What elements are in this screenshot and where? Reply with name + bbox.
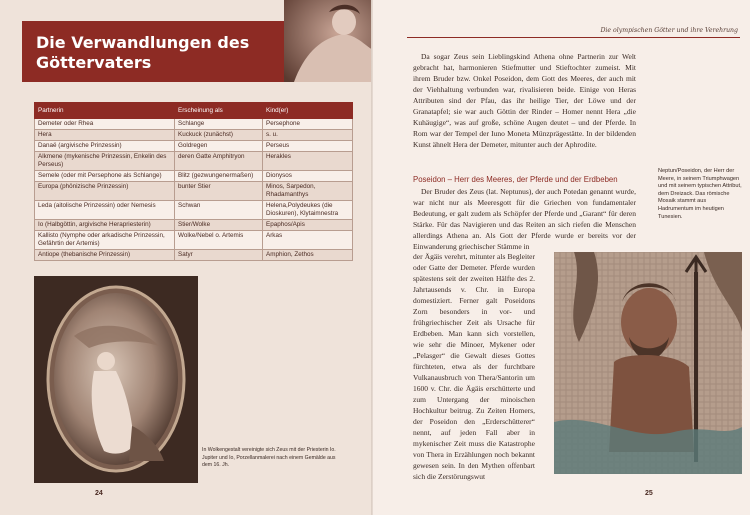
table-cell: Arkas: [263, 231, 353, 250]
table-header-cell: Partnerin: [35, 103, 175, 119]
table-cell: Helena,Polydeukes (die Dioskuren), Klytaimnestra: [263, 201, 353, 220]
table-cell: Europa (phönizische Prinzessin): [35, 182, 175, 201]
running-head-rule: [407, 37, 740, 38]
table-cell: Minos, Sarpedon, Rhadamanthys: [263, 182, 353, 201]
table-row: [35, 119, 353, 130]
table-cell: Antiope (thebanische Prinzessin): [35, 250, 175, 261]
table-row: [35, 152, 353, 171]
table-cell: Io (Halbgöttin, argivische Herapriesterin): [35, 220, 175, 231]
table-cell: Hera: [35, 130, 175, 141]
table-cell: Perseus: [263, 141, 353, 152]
page-title: Die Verwandlungen des Göttervaters: [36, 33, 250, 72]
left-page: [0, 0, 373, 515]
table-header-cell: Kind(er): [263, 103, 353, 119]
partner-table: [34, 102, 353, 261]
mosaic-image: [554, 252, 742, 474]
table-cell: Alkmene (mykenische Prinzessin, Enkelin des Perseus): [35, 152, 175, 171]
table-cell: Schlange: [175, 119, 263, 130]
table-cell: Goldregen: [175, 141, 263, 152]
painting-caption: In Wolkengestalt vereinigte sich Zeus mit der Priesterin Io. Jupiter und Io, Porzellanmalerei nach einem Gemälde aus dem 16. Jh.: [202, 447, 336, 469]
table-cell: Danaë (argivische Prinzessin): [35, 141, 175, 152]
table-cell: bunter Stier: [175, 182, 263, 201]
table-header-row: [35, 103, 353, 119]
poseidon-mosaic: [554, 252, 742, 474]
table-cell: Persephone: [263, 119, 353, 130]
paragraph-poseidon-wide: Der Bruder des Zeus (lat. Neptunus), der auch Potedan genannt wurde, war nicht nur als Meeresgott für die Griechen von fundamentaler Bedeutung, er galt zudem als Schöpfer der Pferde und „Garant“ für deren Stärke. Für das Navigieren und das Reiten an sich riefen die Menschen allerdings Athena an. Als Gott der Pferde wurde er bereits vor der Einwanderung griechischer Stämme in: [413, 187, 636, 251]
table-cell: Wolke/Nebel o. Artemis: [175, 231, 263, 250]
table-cell: Kallisto (Nymphe oder arkadische Prinzessin, Gefährtin der Artemis): [35, 231, 175, 250]
page-number-left: 24: [95, 490, 103, 497]
table-cell: s. u.: [263, 130, 353, 141]
table-row: [35, 130, 353, 141]
mosaic-caption: Neptun/Poseidon, der Herr der Meere, in seinem Triumphwagen und mit seinem typischen Attribut, dem Dreizack. Das römische Mosaik stammt aus Hadrumentum im heutigen Tunesien.: [658, 168, 742, 220]
table-cell: Demeter oder Rhea: [35, 119, 175, 130]
porcelain-painting: [34, 276, 198, 483]
table-cell: Epaphos/Apis: [263, 220, 353, 231]
header-photo-image: [284, 0, 373, 82]
table-cell: Kuckuck (zunächst): [175, 130, 263, 141]
table-cell: Satyr: [175, 250, 263, 261]
table-row: [35, 250, 353, 261]
table-cell: Stier/Wolke: [175, 220, 263, 231]
table-cell: Amphion, Zethos: [263, 250, 353, 261]
title-box: [22, 21, 284, 82]
table-cell: Leda (aitolische Prinzessin) oder Nemesis: [35, 201, 175, 220]
paragraph-poseidon-narrow: der Ägäis verehrt, mitunter als Begleiter oder Gatte der Demeter. Pferde wurden spätestens seit der zweiten Hälfte des 2. Jahrtausends v. Chr. in Europa domestiziert. Ferner galt Poseidons Zorn besonders in vor- und frühgriechischer Zeit als Ursache für Erdbeben. Man kann sich vorstellen, wie sehr die Minoer, Mykener oder „Pelasger“ die Gewalt dieses Gottes fürchteten, etwa als der furchtbare Vulkanausbruch von Thera/Santorin um 1600 v. Chr. die Ägäis erschütterte und zum Untergang der minoischen Hochkultur beitrug. Zu Zeiten Homers, der Poseidon den „Erderschütterer“ nennt, auf jeden Fall aber in mykenischer Zeit muss die Katastrophe von Thera in Erzählungen noch bekannt gewesen sein. In den Mythen offenbart sich die Zerstörungswut: [413, 252, 535, 481]
table-cell: deren Gatte Amphitryon: [175, 152, 263, 171]
header-photo: [284, 0, 373, 82]
running-head: Die olympischen Götter und ihre Verehrung: [600, 27, 738, 34]
table-cell: Blitz (gezwungenermaßen): [175, 171, 263, 182]
painting-image: [34, 276, 198, 483]
table-row: [35, 201, 353, 220]
table-cell: Semele (oder mit Persephone als Schlange): [35, 171, 175, 182]
table-row: [35, 231, 353, 250]
table-row: [35, 141, 353, 152]
table-cell: Herakles: [263, 152, 353, 171]
table-row: [35, 220, 353, 231]
table-cell: Dionysos: [263, 171, 353, 182]
paragraph-hera: Da sogar Zeus sein Lieblingskind Athena ohne Partnerin zur Welt gebracht hat, harmonieren Stiefmutter und Stieftochter zumeist. Mit ihrem Bruder bzw. Onkel Poseidon, dem Gott des Meeres, der auch mit der Viehhaltung verbunden war, rivalisieren beide. Einige von Heras Attributen sind der Pfau, das ihr heilige Tier, der Löwe und der Granatapfel; sie war auch Göttin der Rinder – Homer nennt Hera „die Kuhäugige“, was auf große, schöne Augen deutet – und der Pferde. In Rom war der Tempel der Iuno Moneta Münzprägestätte. In der bildenden Kunst ähnelt Hera der Demeter, mitunter auch der Aphrodite.: [413, 52, 636, 149]
table-row: [35, 171, 353, 182]
table-header-cell: Erscheinung als: [175, 103, 263, 119]
table-cell: Schwan: [175, 201, 263, 220]
section-heading-poseidon: Poseidon – Herr des Meeres, der Pferde und der Erdbeben: [413, 175, 618, 184]
page-number-right: 25: [645, 490, 653, 497]
table-row: [35, 182, 353, 201]
